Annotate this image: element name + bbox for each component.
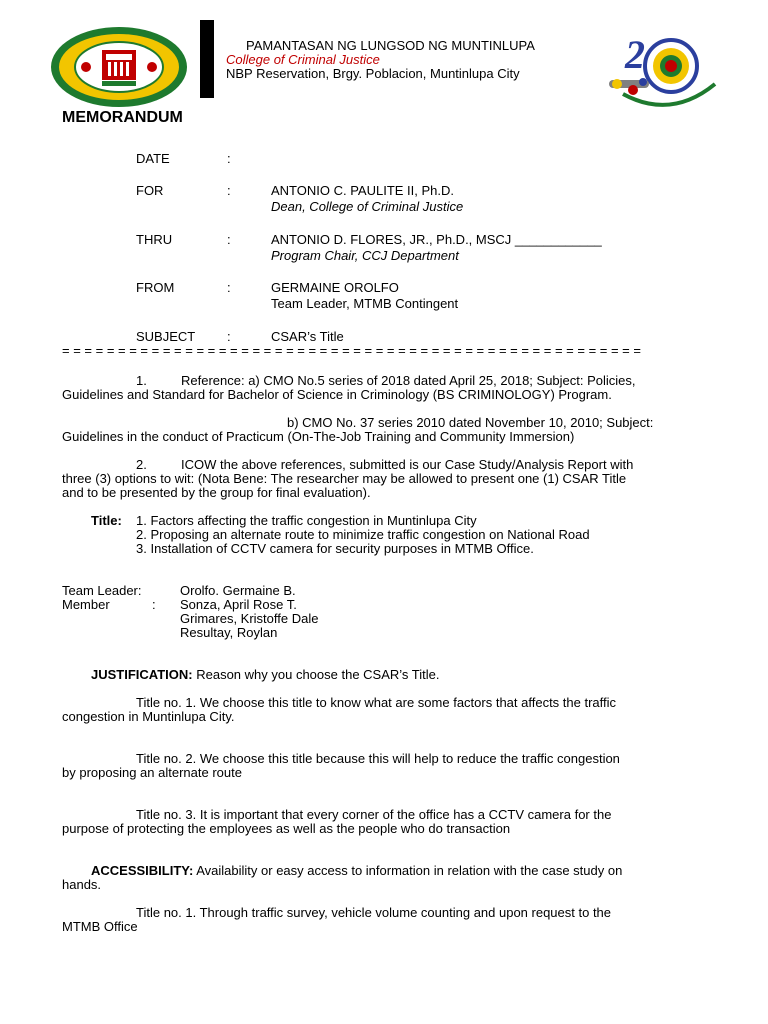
from-name: GERMAINE OROLFO bbox=[271, 280, 399, 295]
for-title: Dean, College of Criminal Justice bbox=[271, 199, 464, 214]
member-3: Resultay, Roylan bbox=[180, 625, 278, 640]
thru-colon: : bbox=[227, 232, 231, 247]
anniversary-logo bbox=[603, 24, 721, 108]
accessibility-line-b: hands. bbox=[62, 877, 102, 892]
member-label: Member bbox=[62, 597, 110, 612]
p2-number: 2. bbox=[136, 457, 147, 472]
thru-title: Program Chair, CCJ Department bbox=[271, 248, 459, 263]
for-name: ANTONIO C. PAULITE II, Ph.D. bbox=[271, 183, 455, 198]
justification-line bbox=[91, 667, 440, 682]
subject-colon: : bbox=[227, 329, 231, 344]
accessibility-1-line-b: MTMB Office bbox=[62, 919, 138, 934]
for-label: FOR bbox=[136, 183, 164, 198]
justification-3-line-b: purpose of protecting the employees as well as the people who do transaction bbox=[62, 821, 511, 836]
separator-rule: = = = = = = = = = = = = = = = = = = = = = = = = = = = = = = = = = = = = = = = = = = = = = = = = = = = = bbox=[62, 343, 641, 358]
p1-line-a: Reference: a) CMO No.5 series of 2018 dated April 25, 2018; Subject: Policies, bbox=[181, 373, 636, 388]
university-name: PAMANTASAN NG LUNGSOD NG MUNTINLUPA bbox=[246, 38, 535, 53]
thru-name: ANTONIO D. FLORES, JR., Ph.D., MSCJ ____________ bbox=[271, 232, 602, 247]
date-colon: : bbox=[227, 151, 231, 166]
p1-line-c: b) CMO No. 37 series 2010 dated November 10, 2010; Subject: bbox=[287, 415, 654, 430]
accessibility-label: ACCESSIBILITY: bbox=[91, 863, 194, 878]
from-label: FROM bbox=[136, 280, 175, 295]
member-2: Grimares, Kristoffe Dale bbox=[180, 611, 319, 626]
team-leader-name: Orolfo. Germaine B. bbox=[180, 583, 296, 598]
p2-line-c: and to be presented by the group for final evaluation). bbox=[62, 485, 371, 500]
university-address: NBP Reservation, Brgy. Poblacion, Muntinlupa City bbox=[226, 66, 520, 81]
svg-text:2: 2 bbox=[625, 32, 645, 77]
from-colon: : bbox=[227, 280, 231, 295]
justification-2-line-b: by proposing an alternate route bbox=[62, 765, 242, 780]
accessibility-line bbox=[91, 863, 622, 878]
college-name: College of Criminal Justice bbox=[226, 52, 380, 67]
p1-line-d: Guidelines in the conduct of Practicum (On-The-Job Training and Community Immersion) bbox=[62, 429, 575, 444]
title-option-2: 2. Proposing an alternate route to minimize traffic congestion on National Road bbox=[136, 527, 590, 542]
header-divider-bar bbox=[200, 20, 214, 98]
p1-number: 1. bbox=[136, 373, 147, 388]
justification-3-line-a: Title no. 3. It is important that every corner of the office has a CCTV camera for the bbox=[136, 807, 612, 822]
title-option-1: 1. Factors affecting the traffic congestion in Muntinlupa City bbox=[136, 513, 477, 528]
justification-label: JUSTIFICATION: bbox=[91, 667, 193, 682]
team-leader-label: Team Leader: bbox=[62, 583, 142, 598]
subject-label: SUBJECT bbox=[136, 329, 196, 344]
justification-2-line-a: Title no. 2. We choose this title because this will help to reduce the traffic congestion bbox=[136, 751, 620, 766]
date-label: DATE bbox=[136, 151, 170, 166]
thru-label: THRU bbox=[136, 232, 173, 247]
member-1: Sonza, April Rose T. bbox=[180, 597, 297, 612]
accessibility-1-line-a: Title no. 1. Through traffic survey, vehicle volume counting and upon request to the bbox=[136, 905, 612, 920]
member-colon: : bbox=[152, 597, 156, 612]
accessibility-text: Availability or easy access to information in relation with the case study on bbox=[196, 863, 623, 878]
justification-1-line-b: congestion in Muntinlupa City. bbox=[62, 709, 235, 724]
title-label: Title: bbox=[91, 513, 122, 528]
for-colon: : bbox=[227, 183, 231, 198]
justification-text: Reason why you choose the CSAR’s Title. bbox=[196, 667, 440, 682]
from-title: Team Leader, MTMB Contingent bbox=[271, 296, 459, 311]
p2-line-a: ICOW the above references, submitted is our Case Study/Analysis Report with bbox=[181, 457, 634, 472]
memo-heading: MEMORANDUM bbox=[62, 109, 183, 126]
p1-line-b: Guidelines and Standard for Bachelor of Science in Criminology (BS CRIMINOLOGY) Program. bbox=[62, 387, 612, 402]
justification-1-line-a: Title no. 1. We choose this title to know what are some factors that affects the traffic bbox=[136, 695, 617, 710]
p2-line-b: three (3) options to wit: (Nota Bene: The researcher may be allowed to present one (1) CSAR Title bbox=[62, 471, 627, 486]
university-seal-logo bbox=[50, 26, 188, 108]
subject-value: CSAR’s Title bbox=[271, 329, 344, 344]
title-option-3: 3. Installation of CCTV camera for security purposes in MTMB Office. bbox=[136, 541, 534, 556]
